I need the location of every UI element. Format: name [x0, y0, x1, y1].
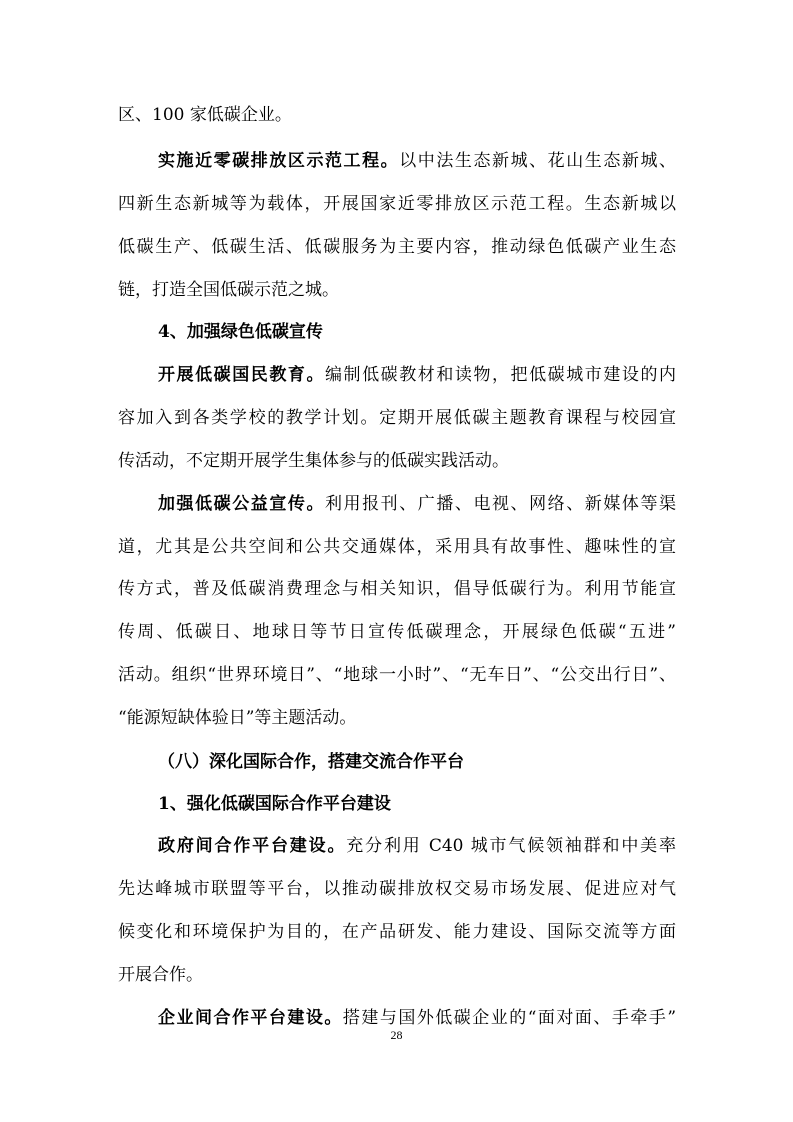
paragraph-line: 开展合作。 — [118, 965, 203, 985]
paragraph-line: 先达峰城市联盟等平台，以推动碳排放权交易市场发展、促进应对气 — [118, 879, 676, 899]
paragraph-line: 链，打造全国低碳示范之城。 — [118, 280, 339, 300]
paragraph-line: “能源短缺体验日”等主题活动。 — [118, 708, 357, 728]
text-span: 以中法生态新城、花山生态新城、 — [399, 151, 676, 171]
bold-lead-in: 开展低碳国民教育。 — [158, 365, 325, 385]
paragraph-line: 四新生态新城等为载体，开展国家近零排放区示范工程。生态新城以 — [118, 194, 676, 214]
subheading: 1、强化低碳国际合作平台建设 — [158, 794, 391, 814]
text-span: 区、100 家低碳企业。 — [118, 105, 292, 125]
paragraph-line: 传方式，普及低碳消费理念与相关知识，倡导低碳行为。利用节能宣 — [118, 579, 676, 599]
bold-lead-in: 实施近零碳排放区示范工程。 — [158, 151, 400, 171]
paragraph-line: 传周、低碳日、地球日等节日宣传低碳理念，开展绿色低碳“五进” — [118, 622, 676, 642]
text-span: 充分利用 C40 城市气候领袖群和中美率 — [346, 836, 676, 856]
paragraph-line — [158, 835, 676, 857]
page-number: 28 — [390, 1028, 403, 1042]
section-heading: （八）深化国际合作，搭建交流合作平台 — [158, 752, 464, 772]
paragraph-line — [158, 493, 676, 515]
text-span: 搭建与国外低碳企业的“面对面、手牵手” — [342, 1008, 676, 1028]
paragraph-line: 传活动，不定期开展学生集体参与的低碳实践活动。 — [118, 451, 509, 471]
paragraph-line — [158, 364, 676, 386]
paragraph-line: 道，尤其是公共空间和公共交通媒体，采用具有故事性、趣味性的宣 — [118, 537, 676, 557]
paragraph-line: 候变化和环境保护为目的，在产品研发、能力建设、国际交流等方面 — [118, 922, 676, 942]
paragraph-line — [118, 104, 676, 126]
paragraph-line — [158, 1007, 676, 1029]
bold-lead-in: 企业间合作平台建设。 — [158, 1008, 343, 1028]
text-span: 编制低碳教材和读物，把低碳城市建设的内 — [325, 365, 676, 385]
paragraph-line: 活动。组织“世界环境日”、“地球一小时”、“无车日”、“公交出行日”、 — [118, 665, 676, 685]
paragraph-line — [158, 150, 676, 172]
text-span: 利用报刊、广播、电视、网络、新媒体等渠 — [325, 494, 676, 514]
bold-lead-in: 加强低碳公益宣传。 — [158, 494, 325, 514]
subheading: 4、加强绿色低碳宣传 — [158, 322, 323, 342]
paragraph-line: 容加入到各类学校的教学计划。定期开展低碳主题教育课程与校园宣 — [118, 408, 676, 428]
bold-lead-in: 政府间合作平台建设。 — [158, 836, 347, 856]
paragraph-line: 低碳生产、低碳生活、低碳服务为主要内容，推动绿色低碳产业生态 — [118, 237, 676, 257]
